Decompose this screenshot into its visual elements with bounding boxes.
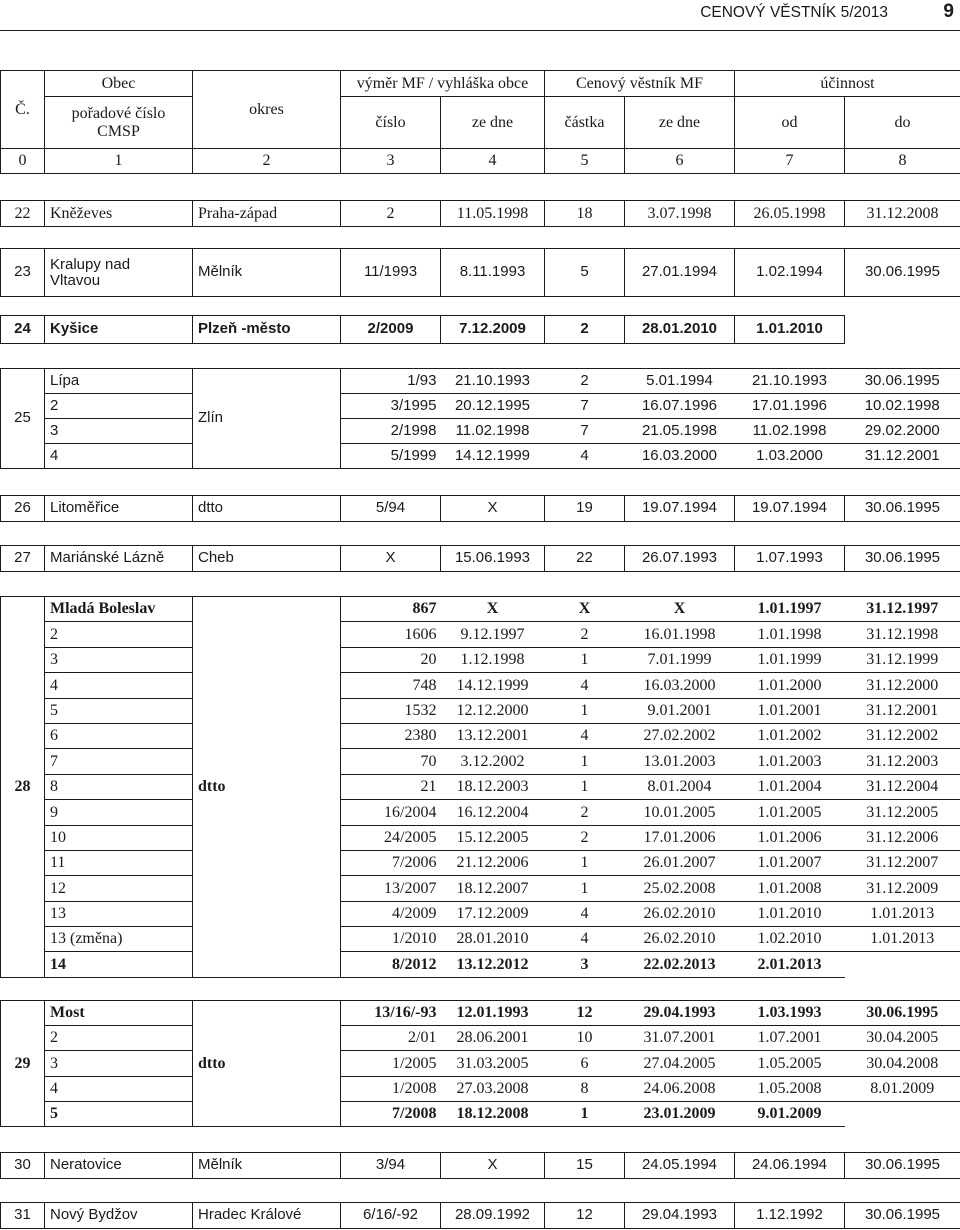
table-row xyxy=(1,597,960,622)
cell-cislo: 5/94 xyxy=(341,496,441,522)
cell-od: 1.01.2003 xyxy=(735,749,845,774)
cell-do: 30.06.1995 xyxy=(845,1203,960,1229)
cell-ze-dne-2: 13.01.2003 xyxy=(625,749,735,774)
cell-ze-dne: 1.12.1998 xyxy=(441,647,545,672)
col-num-3: 3 xyxy=(341,149,441,174)
cell-ze-dne-2: 5.01.1994 xyxy=(625,369,735,394)
record-26 xyxy=(0,495,960,522)
cell-castka: 1 xyxy=(545,647,625,672)
cell-castka: 4 xyxy=(545,901,625,926)
cell-obec-line2: Vltavou xyxy=(50,271,101,289)
cell-cislo: 21 xyxy=(341,774,441,799)
cell-od: 1.03.2000 xyxy=(735,444,845,469)
cell-od: 1.02.1994 xyxy=(735,249,845,297)
cell-obec: 3 xyxy=(45,647,193,672)
cell-ze-dne-2: 31.07.2001 xyxy=(625,1026,735,1051)
cell-castka: 2 xyxy=(545,369,625,394)
cell-ze-dne: 20.12.1995 xyxy=(441,394,545,419)
cell-cislo: 2 xyxy=(341,201,441,227)
cell-od: 1.03.1993 xyxy=(735,1001,845,1026)
cell-cislo: 1532 xyxy=(341,698,441,723)
cell-castka: 12 xyxy=(545,1203,625,1229)
cell-cislo: 24/2005 xyxy=(341,825,441,850)
cell-obec: Litoměřice xyxy=(45,496,193,522)
cell-ze-dne-2: 26.07.1993 xyxy=(625,546,735,572)
cell-ze-dne-2: 25.02.2008 xyxy=(625,876,735,901)
cell-ze-dne: 13.12.2012 xyxy=(441,952,545,977)
cell-cislo: 1/2005 xyxy=(341,1051,441,1076)
cell-castka: 2 xyxy=(545,800,625,825)
cell-obec: 6 xyxy=(45,723,193,748)
record-22 xyxy=(0,200,960,227)
cell-obec: 12 xyxy=(45,876,193,901)
cell-do: 10.02.1998 xyxy=(845,394,960,419)
table-row xyxy=(1,825,960,850)
record-28 xyxy=(0,596,960,978)
cell-cislo: 1/93 xyxy=(341,369,441,394)
cell-cislo: 2380 xyxy=(341,723,441,748)
cell-ze-dne: 3.12.2002 xyxy=(441,749,545,774)
cell-cislo: 6/16/-92 xyxy=(341,1203,441,1229)
cell-od: 1.01.2002 xyxy=(735,723,845,748)
cell-do: 30.06.1995 xyxy=(845,249,960,297)
cell-od: 1.12.1992 xyxy=(735,1203,845,1229)
cell-ze-dne-2: 26.02.2010 xyxy=(625,927,735,952)
cell-od: 1.05.2008 xyxy=(735,1076,845,1101)
cell-do: 30.04.2008 xyxy=(845,1051,960,1076)
cell-ze-dne: 12.12.2000 xyxy=(441,698,545,723)
page-header xyxy=(0,0,960,32)
cell-cislo: 1606 xyxy=(341,622,441,647)
cell-do xyxy=(845,316,960,344)
record-23 xyxy=(0,248,960,297)
record-29 xyxy=(0,1000,960,1127)
table-row xyxy=(1,952,960,977)
cell-od: 1.01.2010 xyxy=(735,316,845,344)
cell-castka: 2 xyxy=(545,825,625,850)
cell-cislo: 7/2006 xyxy=(341,850,441,875)
cell-do: 8.01.2009 xyxy=(845,1076,960,1101)
cell-ze-dne: 11.02.1998 xyxy=(441,419,545,444)
cell-cislo: 11/1993 xyxy=(341,249,441,297)
cell-od: 1.01.1999 xyxy=(735,647,845,672)
cell-castka: 1 xyxy=(545,698,625,723)
cell-cislo: 13/16/-93 xyxy=(341,1001,441,1026)
col-num-4: 4 xyxy=(441,149,545,174)
table-row xyxy=(1,901,960,926)
cell-okres: Hradec Králové xyxy=(193,1203,341,1229)
cell-castka: 4 xyxy=(545,927,625,952)
cell-ze-dne: 31.03.2005 xyxy=(441,1051,545,1076)
cell-do: 31.12.1999 xyxy=(845,647,960,672)
cell-obec-line1: Kralupy nad xyxy=(50,255,131,273)
header-vestnik: Cenový věstník MF xyxy=(545,71,735,97)
cell-obec: 9 xyxy=(45,800,193,825)
cell-do: 31.12.2008 xyxy=(845,201,960,227)
cell-ze-dne-2: 23.01.2009 xyxy=(625,1101,735,1126)
cell-ze-dne-2: 27.02.2002 xyxy=(625,723,735,748)
cell-ze-dne-2: 19.07.1994 xyxy=(625,496,735,522)
cell-ze-dne: 15.06.1993 xyxy=(441,546,545,572)
cell-castka: 18 xyxy=(545,201,625,227)
cell-cislo: 2/01 xyxy=(341,1026,441,1051)
table-row xyxy=(1,774,960,799)
cell-castka: 4 xyxy=(545,444,625,469)
cell-ze-dne-2: 27.04.2005 xyxy=(625,1051,735,1076)
col-num-5: 5 xyxy=(545,149,625,174)
cell-od: 1.01.1997 xyxy=(735,597,845,622)
cell-od: 19.07.1994 xyxy=(735,496,845,522)
cell-ze-dne: 18.12.2007 xyxy=(441,876,545,901)
cell-obec: 3 xyxy=(45,419,193,444)
cell-castka: 2 xyxy=(545,316,625,344)
cell-do: 30.06.1995 xyxy=(845,369,960,394)
cell-ze-dne: 21.10.1993 xyxy=(441,369,545,394)
cell-od: 11.02.1998 xyxy=(735,419,845,444)
cell-obec: 2 xyxy=(45,1026,193,1051)
cell-cislo: 13/2007 xyxy=(341,876,441,901)
cell-ze-dne-2: 9.01.2001 xyxy=(625,698,735,723)
cell-cislo: 3/94 xyxy=(341,1153,441,1179)
cell-od: 1.01.2000 xyxy=(735,673,845,698)
table-row xyxy=(1,1026,960,1051)
cell-od: 2.01.2013 xyxy=(735,952,845,977)
page-number: 9 xyxy=(943,1,954,22)
cell-ze-dne: 27.03.2008 xyxy=(441,1076,545,1101)
cell-castka: 7 xyxy=(545,419,625,444)
cell-ze-dne-2: 16.03.2000 xyxy=(625,444,735,469)
cell-ze-dne: X xyxy=(441,597,545,622)
cell-obec: Most xyxy=(45,1001,193,1026)
table-row xyxy=(1,698,960,723)
cell-num: 31 xyxy=(1,1203,45,1229)
header-poradove-line1: pořadové číslo xyxy=(71,104,166,122)
cell-do: 31.12.2001 xyxy=(845,444,960,469)
cell-okres: Zlín xyxy=(193,369,341,469)
cell-od: 17.01.1996 xyxy=(735,394,845,419)
cell-ze-dne: X xyxy=(441,496,545,522)
cell-obec: Mariánské Lázně xyxy=(45,546,193,572)
cell-ze-dne-2: 29.04.1993 xyxy=(625,1001,735,1026)
table-row xyxy=(1,673,960,698)
cell-obec: Nový Bydžov xyxy=(45,1203,193,1229)
col-num-1: 1 xyxy=(45,149,193,174)
header-c: Č. xyxy=(1,71,45,149)
cell-ze-dne-2: 17.01.2006 xyxy=(625,825,735,850)
cell-ze-dne: 16.12.2004 xyxy=(441,800,545,825)
cell-castka: 2 xyxy=(545,622,625,647)
cell-num: 30 xyxy=(1,1153,45,1179)
cell-do: 31.12.2001 xyxy=(845,698,960,723)
table-row xyxy=(1,749,960,774)
table-row xyxy=(1,723,960,748)
cell-od: 1.07.2001 xyxy=(735,1026,845,1051)
cell-ze-dne: 18.12.2008 xyxy=(441,1101,545,1126)
cell-obec: 4 xyxy=(45,1076,193,1101)
cell-do: 1.01.2013 xyxy=(845,927,960,952)
cell-ze-dne-2: 24.05.1994 xyxy=(625,1153,735,1179)
cell-ze-dne: 17.12.2009 xyxy=(441,901,545,926)
header-rule xyxy=(0,30,960,31)
col-num-8: 8 xyxy=(845,149,960,174)
cell-ze-dne-2: 16.01.1998 xyxy=(625,622,735,647)
cell-ze-dne: 7.12.2009 xyxy=(441,316,545,344)
table-row xyxy=(1,1051,960,1076)
cell-ze-dne-2: 24.06.2008 xyxy=(625,1076,735,1101)
record-25 xyxy=(0,368,960,469)
cell-ze-dne-2: 3.07.1998 xyxy=(625,201,735,227)
cell-ze-dne-2: 10.01.2005 xyxy=(625,800,735,825)
cell-do xyxy=(845,1101,960,1126)
cell-obec: Kněževes xyxy=(45,201,193,227)
cell-od: 1.01.2007 xyxy=(735,850,845,875)
cell-do: 30.06.1995 xyxy=(845,1153,960,1179)
cell-obec: Lípa xyxy=(45,369,193,394)
cell-num: 28 xyxy=(1,597,45,978)
cell-ze-dne-2: 16.07.1996 xyxy=(625,394,735,419)
cell-okres: Cheb xyxy=(193,546,341,572)
cell-od: 1.02.2010 xyxy=(735,927,845,952)
cell-okres: dtto xyxy=(193,597,341,978)
cell-do: 31.12.2007 xyxy=(845,850,960,875)
table-row xyxy=(1,876,960,901)
cell-okres: Mělník xyxy=(193,249,341,297)
cell-do: 31.12.2002 xyxy=(845,723,960,748)
cell-ze-dne: 8.11.1993 xyxy=(441,249,545,297)
cell-obec: Neratovice xyxy=(45,1153,193,1179)
table-row xyxy=(1,927,960,952)
header-od: od xyxy=(735,97,845,149)
cell-od: 9.01.2009 xyxy=(735,1101,845,1126)
cell-castka: 6 xyxy=(545,1051,625,1076)
cell-do: 1.01.2013 xyxy=(845,901,960,926)
table-row xyxy=(1,647,960,672)
cell-obec xyxy=(45,249,193,297)
cell-od: 1.01.2006 xyxy=(735,825,845,850)
cell-okres: dtto xyxy=(193,496,341,522)
cell-od: 1.01.2001 xyxy=(735,698,845,723)
cell-ze-dne: 13.12.2001 xyxy=(441,723,545,748)
cell-castka: 1 xyxy=(545,850,625,875)
cell-do: 31.12.2009 xyxy=(845,876,960,901)
header-ucinnost: účinnost xyxy=(735,71,960,97)
cell-do: 30.06.1995 xyxy=(845,1001,960,1026)
cell-obec: 3 xyxy=(45,1051,193,1076)
cell-castka: 19 xyxy=(545,496,625,522)
cell-okres: Plzeň -město xyxy=(193,316,341,344)
cell-ze-dne-2: 26.01.2007 xyxy=(625,850,735,875)
header-vymer: výměr MF / vyhláška obce xyxy=(341,71,545,97)
cell-castka: 4 xyxy=(545,723,625,748)
cell-obec: 7 xyxy=(45,749,193,774)
cell-cislo: 8/2012 xyxy=(341,952,441,977)
cell-obec: Kyšice xyxy=(45,316,193,344)
header-ze-dne: ze dne xyxy=(441,97,545,149)
cell-cislo: 1/2008 xyxy=(341,1076,441,1101)
publication-title: CENOVÝ VĚSTNÍK 5/2013 xyxy=(700,4,888,21)
record-31 xyxy=(0,1202,960,1229)
cell-do: 30.04.2005 xyxy=(845,1026,960,1051)
cell-obec: Mladá Boleslav xyxy=(45,597,193,622)
cell-castka: 1 xyxy=(545,774,625,799)
header-okres: okres xyxy=(193,71,341,149)
cell-od: 1.01.2010 xyxy=(735,901,845,926)
cell-num: 29 xyxy=(1,1001,45,1127)
cell-do: 29.02.2000 xyxy=(845,419,960,444)
header-obec: Obec xyxy=(45,71,193,97)
cell-castka: 22 xyxy=(545,546,625,572)
cell-od: 1.01.1998 xyxy=(735,622,845,647)
cell-obec: 2 xyxy=(45,622,193,647)
cell-do: 31.12.2005 xyxy=(845,800,960,825)
header-poradove xyxy=(45,97,193,149)
cell-num: 24 xyxy=(1,316,45,344)
cell-castka: 1 xyxy=(545,1101,625,1126)
cell-do: 31.12.2003 xyxy=(845,749,960,774)
cell-ze-dne-2: 22.02.2013 xyxy=(625,952,735,977)
cell-do xyxy=(845,952,960,977)
cell-okres: Praha-západ xyxy=(193,201,341,227)
cell-ze-dne-2: 8.01.2004 xyxy=(625,774,735,799)
cell-cislo: 16/2004 xyxy=(341,800,441,825)
cell-ze-dne-2: X xyxy=(625,597,735,622)
col-num-0: 0 xyxy=(1,149,45,174)
cell-do: 30.06.1995 xyxy=(845,496,960,522)
cell-ze-dne-2: 28.01.2010 xyxy=(625,316,735,344)
cell-obec: 14 xyxy=(45,952,193,977)
cell-obec: 8 xyxy=(45,774,193,799)
cell-castka: 1 xyxy=(545,876,625,901)
cell-ze-dne: 9.12.1997 xyxy=(441,622,545,647)
header-cislo: číslo xyxy=(341,97,441,149)
cell-okres: dtto xyxy=(193,1001,341,1127)
cell-cislo: 20 xyxy=(341,647,441,672)
cell-ze-dne-2: 27.01.1994 xyxy=(625,249,735,297)
cell-num: 22 xyxy=(1,201,45,227)
cell-obec: 5 xyxy=(45,1101,193,1126)
header-poradove-line2: CMSP xyxy=(97,122,140,140)
cell-ze-dne: 14.12.1999 xyxy=(441,673,545,698)
table-row xyxy=(1,850,960,875)
cell-ze-dne: X xyxy=(441,1153,545,1179)
cell-do: 31.12.1998 xyxy=(845,622,960,647)
cell-ze-dne: 14.12.1999 xyxy=(441,444,545,469)
cell-ze-dne-2: 26.02.2010 xyxy=(625,901,735,926)
cell-cislo: X xyxy=(341,546,441,572)
cell-castka: 10 xyxy=(545,1026,625,1051)
cell-num: 25 xyxy=(1,369,45,469)
cell-castka: 15 xyxy=(545,1153,625,1179)
cell-num: 26 xyxy=(1,496,45,522)
cell-cislo: 2/1998 xyxy=(341,419,441,444)
table-header xyxy=(0,70,960,174)
cell-ze-dne-2: 29.04.1993 xyxy=(625,1203,735,1229)
cell-do: 31.12.2006 xyxy=(845,825,960,850)
cell-do: 31.12.2000 xyxy=(845,673,960,698)
cell-ze-dne: 15.12.2005 xyxy=(441,825,545,850)
cell-od: 1.01.2005 xyxy=(735,800,845,825)
cell-obec: 13 xyxy=(45,901,193,926)
table-row xyxy=(1,1001,960,1026)
cell-obec: 5 xyxy=(45,698,193,723)
cell-od: 24.06.1994 xyxy=(735,1153,845,1179)
header-do: do xyxy=(845,97,960,149)
table-row xyxy=(1,800,960,825)
cell-castka: 12 xyxy=(545,1001,625,1026)
cell-od: 26.05.1998 xyxy=(735,201,845,227)
col-num-6: 6 xyxy=(625,149,735,174)
cell-ze-dne: 12.01.1993 xyxy=(441,1001,545,1026)
cell-od: 1.05.2005 xyxy=(735,1051,845,1076)
cell-ze-dne: 28.01.2010 xyxy=(441,927,545,952)
cell-od: 1.01.2008 xyxy=(735,876,845,901)
table-row xyxy=(1,1076,960,1101)
record-30 xyxy=(0,1152,960,1179)
cell-ze-dne: 11.05.1998 xyxy=(441,201,545,227)
cell-castka: 5 xyxy=(545,249,625,297)
cell-num: 27 xyxy=(1,546,45,572)
cell-ze-dne: 21.12.2006 xyxy=(441,850,545,875)
cell-do: 30.06.1995 xyxy=(845,546,960,572)
col-num-2: 2 xyxy=(193,149,341,174)
cell-cislo: 1/2010 xyxy=(341,927,441,952)
cell-obec: 4 xyxy=(45,444,193,469)
cell-od: 1.01.2004 xyxy=(735,774,845,799)
cell-ze-dne: 28.06.2001 xyxy=(441,1026,545,1051)
header-castka: částka xyxy=(545,97,625,149)
cell-obec: 4 xyxy=(45,673,193,698)
cell-castka: 8 xyxy=(545,1076,625,1101)
table-row xyxy=(1,622,960,647)
header-ze-dne-2: ze dne xyxy=(625,97,735,149)
table-row xyxy=(1,1101,960,1126)
cell-ze-dne: 18.12.2003 xyxy=(441,774,545,799)
cell-castka: 4 xyxy=(545,673,625,698)
cell-ze-dne-2: 21.05.1998 xyxy=(625,419,735,444)
cell-castka: 3 xyxy=(545,952,625,977)
cell-do: 31.12.2004 xyxy=(845,774,960,799)
cell-okres: Mělník xyxy=(193,1153,341,1179)
cell-castka: X xyxy=(545,597,625,622)
record-24 xyxy=(0,315,960,344)
cell-castka: 7 xyxy=(545,394,625,419)
cell-cislo: 867 xyxy=(341,597,441,622)
cell-num: 23 xyxy=(1,249,45,297)
record-27 xyxy=(0,545,960,572)
cell-do: 31.12.1997 xyxy=(845,597,960,622)
cell-obec: 10 xyxy=(45,825,193,850)
cell-cislo: 3/1995 xyxy=(341,394,441,419)
cell-cislo: 7/2008 xyxy=(341,1101,441,1126)
cell-od: 21.10.1993 xyxy=(735,369,845,394)
cell-obec: 2 xyxy=(45,394,193,419)
cell-obec: 13 (změna) xyxy=(45,927,193,952)
cell-cislo: 2/2009 xyxy=(341,316,441,344)
cell-cislo: 5/1999 xyxy=(341,444,441,469)
cell-cislo: 4/2009 xyxy=(341,901,441,926)
cell-obec: 11 xyxy=(45,850,193,875)
cell-od: 1.07.1993 xyxy=(735,546,845,572)
cell-castka: 1 xyxy=(545,749,625,774)
cell-ze-dne-2: 16.03.2000 xyxy=(625,673,735,698)
col-num-7: 7 xyxy=(735,149,845,174)
cell-ze-dne: 28.09.1992 xyxy=(441,1203,545,1229)
cell-ze-dne-2: 7.01.1999 xyxy=(625,647,735,672)
cell-cislo: 748 xyxy=(341,673,441,698)
cell-cislo: 70 xyxy=(341,749,441,774)
